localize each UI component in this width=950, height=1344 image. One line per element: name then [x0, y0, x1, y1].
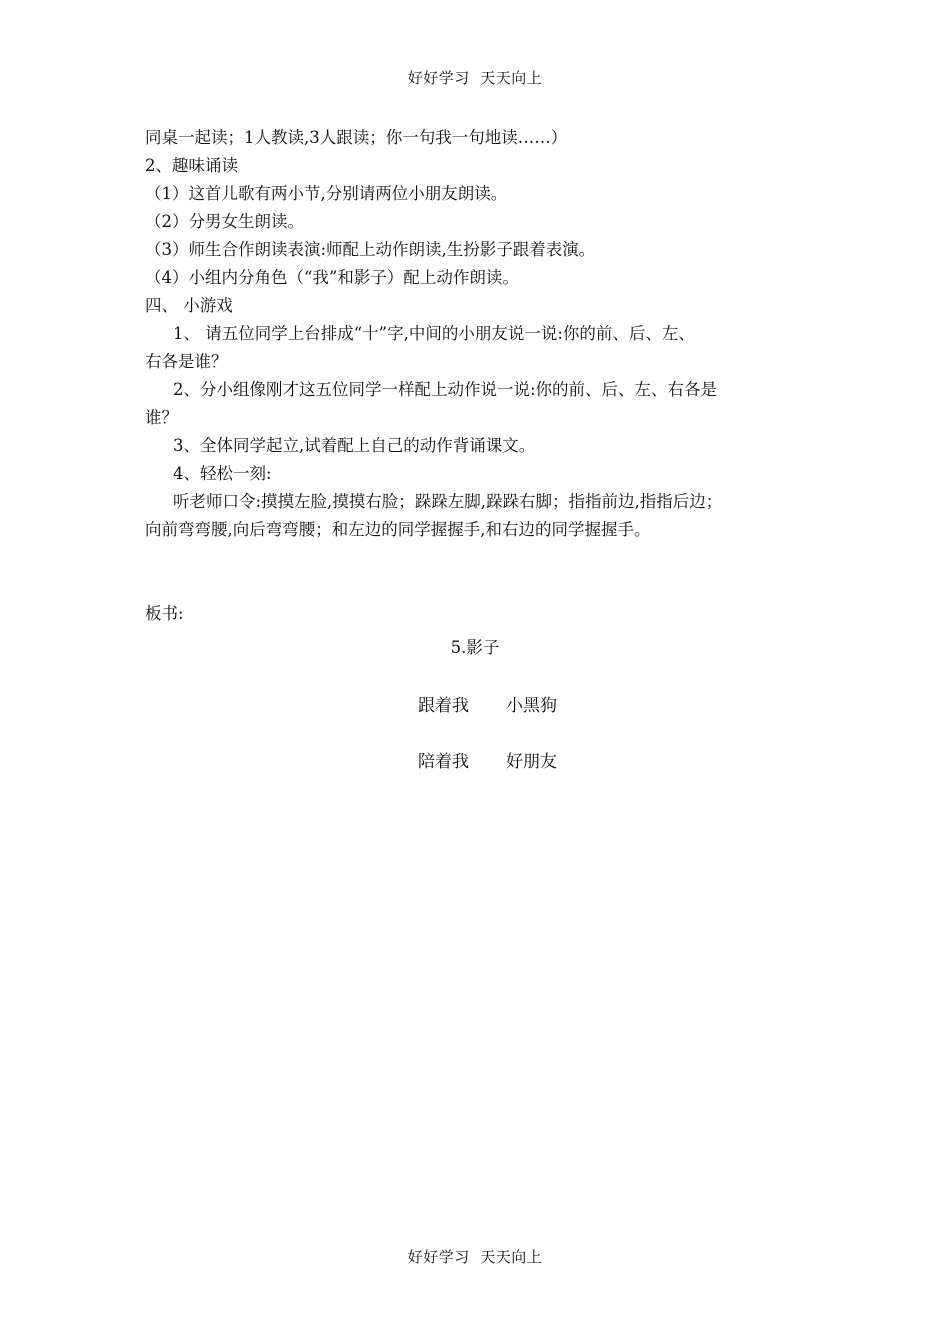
paragraph-line: 谁？: [145, 408, 178, 427]
list-item: 3、全体同学起立,试着配上自己的动作背诵课文。: [173, 436, 536, 455]
board-row: [418, 747, 557, 772]
list-item: （2）分男女生朗读。: [145, 212, 304, 231]
board-row-right: 小黑狗: [506, 696, 557, 716]
page-footer: 好好学习 天天向上: [407, 1248, 543, 1266]
page-header: 好好学习 天天向上: [407, 69, 543, 87]
document-body: [145, 124, 835, 628]
list-item: （4）小组内分角色（“我”和影子）配上动作朗读。: [145, 268, 519, 287]
list-item: （1）这首儿歌有两小节,分别请两位小朋友朗读。: [145, 184, 508, 203]
board-row-left: 跟着我: [418, 696, 469, 716]
board-label: 板书:: [145, 604, 184, 623]
list-item: （3）师生合作朗读表演:师配上动作朗读,生扮影子跟着表演。: [145, 240, 596, 259]
section-heading: 四、 小游戏: [145, 296, 233, 315]
list-item: 2、分小组像刚才这五位同学一样配上动作说一说:你的前、后、左、右各是: [173, 380, 718, 399]
list-item: 1、 请五位同学上台排成“十”字,中间的小朋友说一说:你的前、后、左、: [173, 324, 695, 343]
paragraph-line: 右各是谁？: [145, 352, 228, 371]
board-row: [418, 691, 557, 716]
list-item: 4、轻松一刻:: [173, 464, 272, 483]
board-row-left: 陪着我: [418, 752, 469, 772]
paragraph-line: 听老师口令:摸摸左脸,摸摸右脸；跺跺左脚,跺跺右脚；指指前边,指指后边；: [173, 492, 723, 511]
paragraph-line: 向前弯弯腰,向后弯弯腰；和左边的同学握握手,和右边的同学握握手。: [145, 520, 651, 539]
section-heading: 2、趣味诵读: [145, 156, 238, 175]
paragraph-line: 同桌一起读；1人教读,3人跟读；你一句我一句地读……）: [145, 128, 568, 147]
board-row-right: 好朋友: [506, 752, 557, 772]
board-title: 5.影子: [450, 638, 500, 657]
